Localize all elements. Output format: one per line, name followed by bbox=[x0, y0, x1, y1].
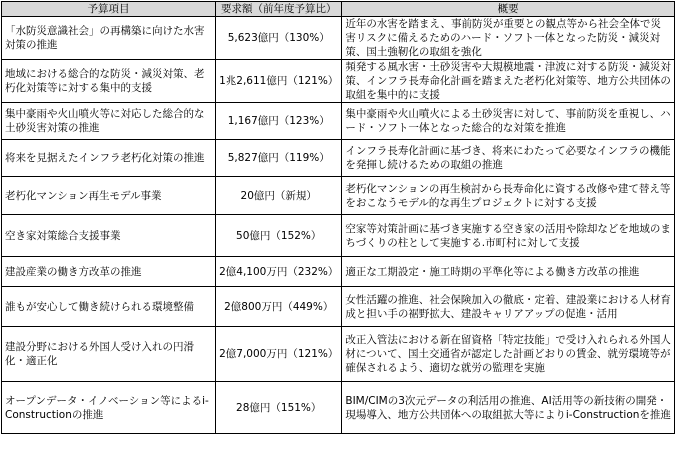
table-header-row bbox=[2, 2, 675, 17]
budget-item-cell: 将来を見据えたインフラ老朽化対策の推進 bbox=[2, 140, 216, 177]
request-amount-cell: 2億800万円（449%） bbox=[216, 287, 342, 327]
header-budget-item: 予算項目 bbox=[2, 2, 216, 17]
request-amount-cell: 1兆2,611億円（121%） bbox=[216, 60, 342, 103]
summary-cell: 女性活躍の推進、社会保険加入の徹底・定着、建設業における人材育成と担い手の裾野拡大、建設キャリアアップの促進・活用 bbox=[342, 287, 675, 327]
table-row bbox=[2, 287, 675, 327]
budget-item-cell: 地域における総合的な防災・減災対策、老朽化対策等に対する集中的支援 bbox=[2, 60, 216, 103]
budget-item-cell: 空き家対策総合支援事業 bbox=[2, 215, 216, 257]
summary-cell: 適正な工期設定・施工時期の平準化等による働き方改革の推進 bbox=[342, 257, 675, 287]
table-row bbox=[2, 177, 675, 215]
table-row bbox=[2, 17, 675, 60]
budget-item-cell: 建設分野における外国人受け入れの円滑化・適正化 bbox=[2, 327, 216, 382]
table-row bbox=[2, 103, 675, 140]
request-amount-cell: 2億7,000万円（121%） bbox=[216, 327, 342, 382]
summary-cell: 老朽化マンションの再生検討から長寿命化に資する改修や建て替え等をおこなうモデル的な再生プロジェクトに対する支援 bbox=[342, 177, 675, 215]
budget-item-cell: 集中豪雨や火山噴火等に対応した総合的な土砂災害対策の推進 bbox=[2, 103, 216, 140]
request-amount-cell: 2億4,100万円（232%） bbox=[216, 257, 342, 287]
budget-item-cell: 老朽化マンション再生モデル事業 bbox=[2, 177, 216, 215]
request-amount-cell: 28億円（151%） bbox=[216, 382, 342, 434]
request-amount-cell: 5,623億円（130%） bbox=[216, 17, 342, 60]
table-row bbox=[2, 215, 675, 257]
header-summary: 概要 bbox=[342, 2, 675, 17]
summary-cell: 頻発する風水害・土砂災害や大規模地震・津波に対する防災・減災対策、インフラ長寿命化計画を踏まえた老朽化対策等、地方公共団体の取組を集中的に支援 bbox=[342, 60, 675, 103]
budget-item-cell: 建設産業の働き方改革の推進 bbox=[2, 257, 216, 287]
request-amount-cell: 5,827億円（119%） bbox=[216, 140, 342, 177]
summary-cell: 空家等対策計画に基づき実施する空き家の活用や除却などを地域のまちづくりの柱として実施する.市町村に対して支援 bbox=[342, 215, 675, 257]
budget-item-cell: オープンデータ・イノベーション等によるi-Constructionの推進 bbox=[2, 382, 216, 434]
budget-table-container bbox=[1, 1, 675, 434]
request-amount-cell: 50億円（152%） bbox=[216, 215, 342, 257]
summary-cell: 近年の水害を踏まえ、事前防災が重要との観点等から社会全体で災害リスクに備えるためのハード・ソフト一体となった防災・減災対策、国土強靭化の取組を強化 bbox=[342, 17, 675, 60]
budget-item-cell: 誰もが安心して働き続けられる環境整備 bbox=[2, 287, 216, 327]
summary-cell: BIM/CIMの3次元データの利活用の推進、AI活用等の新技術の開発・現場導入、地方公共団体への取組拡大等によりi-Constructionを推進 bbox=[342, 382, 675, 434]
summary-cell: インフラ長寿化計画に基づき、将来にわたって必要なインフラの機能を発揮し続けるための取組の推進 bbox=[342, 140, 675, 177]
table-row bbox=[2, 257, 675, 287]
request-amount-cell: 1,167億円（123%） bbox=[216, 103, 342, 140]
budget-item-cell: 「水防災意識社会」の再構築に向けた水害対策の推進 bbox=[2, 17, 216, 60]
request-amount-cell: 20億円（新規） bbox=[216, 177, 342, 215]
table-row bbox=[2, 327, 675, 382]
budget-table bbox=[1, 1, 675, 434]
table-row bbox=[2, 140, 675, 177]
header-request-amount: 要求額（前年度予算比） bbox=[216, 2, 342, 17]
summary-cell: 改正入管法における新在留資格「特定技能」で受け入れられる外国人材について、国土交通省が認定した計画どおりの賃金、就労環境等が確保されるよう、適切な就労の監理を実施 bbox=[342, 327, 675, 382]
table-row bbox=[2, 60, 675, 103]
table-row bbox=[2, 382, 675, 434]
summary-cell: 集中豪雨や火山噴火による土砂災害に対して、事前防災を重視し、ハード・ソフト一体となった総合的な対策を推進 bbox=[342, 103, 675, 140]
